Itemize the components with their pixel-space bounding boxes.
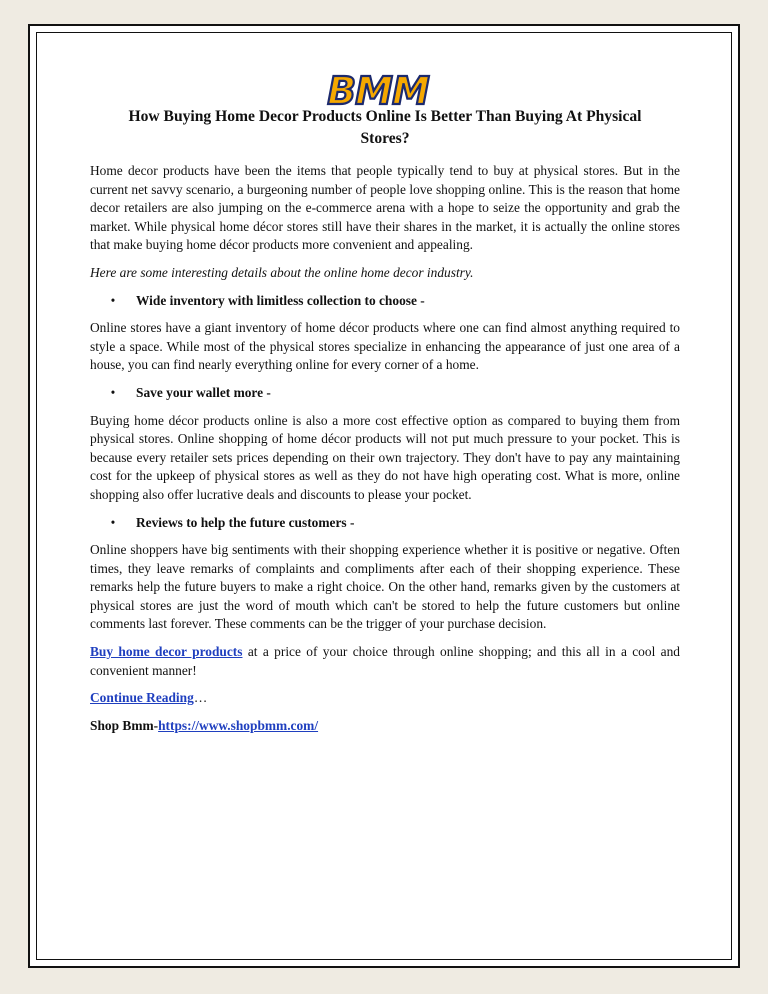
continue-paragraph [90,689,680,708]
shop-url-link[interactable]: https://www.shopbmm.com/ [158,717,319,733]
bullet-icon [90,384,136,403]
document-page [28,24,740,968]
continue-ellipsis: … [193,690,208,706]
cta-paragraph [90,643,680,680]
section-body-reviews: Online shoppers have big sentiments with their shopping experience whether it is positive or negative. Often times, they leave remarks of complaints and compliments after each of their shopping experience. These remarks help the future buyers to make a right choice. On the other hand, remarks given by the customers at physical stores are just the word of mouth which can't be stored to help the future customers but online comments last forever. These comments can be the trigger of your purchase decision. [90,542,680,632]
bmm-logo-image [308,71,448,111]
buy-home-decor-link[interactable]: Buy home decor products [90,644,243,660]
section-heading-text: Save your wallet more - [136,384,271,400]
section-body-wallet: Buying home décor products online is also a more cost effective option as compared to buying them from physical stores. Online shopping of home décor products will not put much pressure to your pocket. This is because every retailer sets prices depending on their own trajectory. They don't have to pay any maintaining cost for the upkeep of physical stores as well as they do not have high operating cost. What is more, online shopping also offer lucrative deals and discounts to please your pocket. [90,412,680,502]
bullet-icon [90,292,136,311]
section-heading-text: Wide inventory with limitless collection to choose - [136,292,425,308]
document-content [90,106,680,744]
shop-line [90,717,680,736]
logo-text: BMM [327,71,429,111]
section-body-inventory: Online stores have a giant inventory of home décor products where one can find almost anything required to style a space. While most of the physical stores specialize in enhancing the appearance of just one area of a house, you can find nearly everything online for every corner of a home. [90,320,680,373]
section-heading-reviews [90,514,680,533]
bullet-icon [90,514,136,533]
cta-text: at a price of your choice through online shopping; and this all in a cool and convenient manner! [90,644,680,678]
section-heading-wallet [90,384,680,403]
section-heading-inventory [90,292,680,311]
continue-reading-link[interactable]: Continue Reading [90,690,194,706]
page-title: How Buying Home Decor Products Online Is Better Than Buying At Physical Stores? [128,108,642,147]
intro-paragraph: Home decor products have been the items that people typically tend to buy at physical stores. But in the current net savvy scenario, a burgeoning number of people love shopping online. This is the reason that home decor retailers are also jumping on the e-commerce arena with a hope to seize the opportunity and grab the market. While physical home décor stores still have their shares in the market, it is actually the online stores that make buying home décor products more convenient and appealing. [90,163,680,253]
shop-label: Shop Bmm- [90,717,159,733]
details-intro: Here are some interesting details about the online home decor industry. [90,264,474,280]
bmm-logo [308,71,448,111]
section-heading-text: Reviews to help the future customers - [136,514,355,530]
